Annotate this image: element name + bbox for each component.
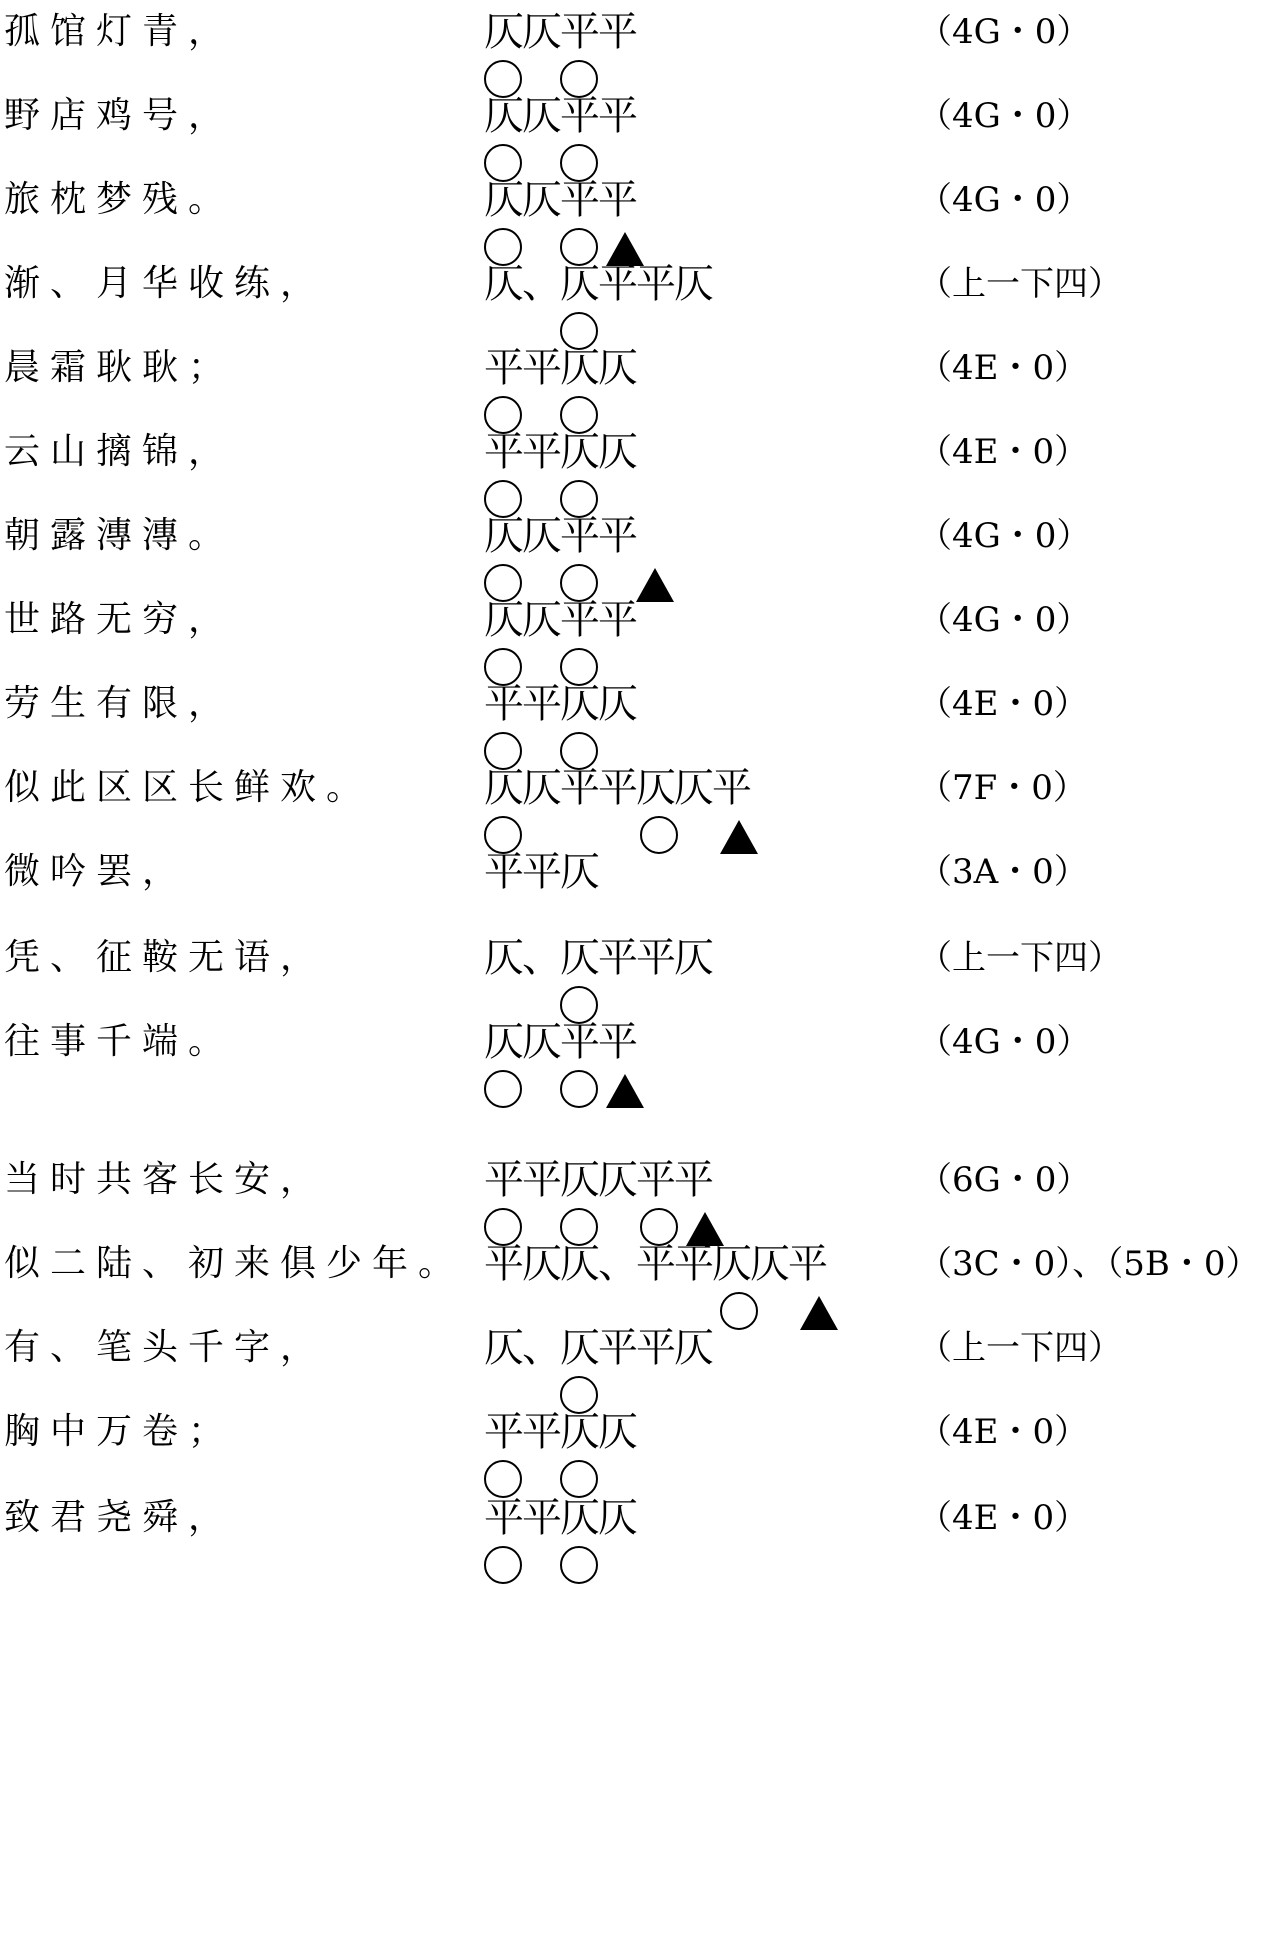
tone-pattern: 平平仄仄 (484, 345, 636, 391)
poem-line (0, 848, 1262, 948)
poem-line (0, 1494, 1262, 1594)
verse-text: 胸中万卷； (4, 1411, 235, 1452)
poem-line (0, 1018, 1262, 1118)
verse-text: 微吟罢， (4, 851, 189, 892)
tone-pattern: 平平仄仄 (484, 1495, 636, 1541)
tone-pattern: 仄、仄平平仄 (484, 1325, 712, 1371)
verse-text: 当时共客长安， (4, 1159, 327, 1200)
pattern-code: （4E・0） (918, 432, 1089, 472)
verse-text: 渐、月华收练， (4, 263, 327, 304)
verse-text: 野店鸡号， (4, 95, 235, 136)
pattern-code: （6G・0） (918, 1160, 1091, 1200)
pattern-code: （4G・0） (918, 1022, 1091, 1062)
verse-text: 似二陆、初来俱少年。 (4, 1243, 465, 1284)
tone-pattern: 仄仄平平 (484, 177, 636, 223)
tone-pattern: 仄仄平平 (484, 1019, 636, 1065)
open-circle-icon (560, 1546, 598, 1584)
verse-text: 旅枕梦残。 (4, 179, 235, 220)
tone-pattern: 平平仄仄 (484, 1409, 636, 1455)
tone-pattern: 平仄仄、平平仄仄平 (484, 1241, 826, 1287)
verse-text: 有、笔头千字， (4, 1327, 327, 1368)
pattern-code: （4E・0） (918, 1498, 1089, 1538)
tone-pattern: 平平仄仄 (484, 429, 636, 475)
verse-text: 往事千端。 (4, 1021, 235, 1062)
open-circle-icon (484, 1070, 522, 1108)
pattern-code: （7F・0） (918, 768, 1087, 808)
tone-pattern: 仄仄平平 (484, 597, 636, 643)
tone-pattern: 仄仄平平仄仄平 (484, 765, 750, 811)
pattern-code: （4G・0） (918, 600, 1091, 640)
verse-text: 劳生有限， (4, 683, 235, 724)
tone-pattern: 平平仄仄 (484, 681, 636, 727)
pattern-code: （上一下四） (918, 1328, 1122, 1368)
open-circle-icon (560, 1460, 598, 1498)
pattern-code: （上一下四） (918, 938, 1122, 978)
open-circle-icon (560, 1070, 598, 1108)
pattern-code: （4E・0） (918, 1412, 1089, 1452)
pattern-code: （4G・0） (918, 12, 1091, 52)
tone-pattern: 仄、仄平平仄 (484, 935, 712, 981)
pattern-code: （4G・0） (918, 516, 1091, 556)
pattern-code: （上一下四） (918, 264, 1122, 304)
verse-text: 云山摛锦， (4, 431, 235, 472)
verse-text: 似此区区长鲜欢。 (4, 767, 373, 808)
open-circle-icon (484, 1460, 522, 1498)
rhyme-triangle-icon (606, 1074, 644, 1108)
tone-pattern: 仄仄平平 (484, 93, 636, 139)
verse-text: 凭、征鞍无语， (4, 937, 327, 978)
poem-line (0, 1408, 1262, 1508)
verse-text: 世路无穷， (4, 599, 235, 640)
pattern-code: （4G・0） (918, 96, 1091, 136)
pattern-code: （3A・0） (918, 852, 1088, 892)
verse-text: 致君尧舜， (4, 1497, 235, 1538)
verse-text: 孤馆灯青， (4, 11, 235, 52)
tone-pattern: 平平仄仄平平 (484, 1157, 712, 1203)
tone-pattern: 仄仄平平 (484, 513, 636, 559)
verse-text: 晨霜耿耿； (4, 347, 235, 388)
verse-text: 朝露漙漙。 (4, 515, 235, 556)
open-circle-icon (484, 1546, 522, 1584)
tone-pattern: 仄、仄平平仄 (484, 261, 712, 307)
tone-pattern: 平平仄 (484, 849, 598, 895)
pattern-code: （4E・0） (918, 348, 1089, 388)
pattern-code: （4G・0） (918, 180, 1091, 220)
tone-pattern: 仄仄平平 (484, 9, 636, 55)
pattern-code: （3C・0）、（5B・0） (918, 1244, 1260, 1284)
pattern-code: （4E・0） (918, 684, 1089, 724)
